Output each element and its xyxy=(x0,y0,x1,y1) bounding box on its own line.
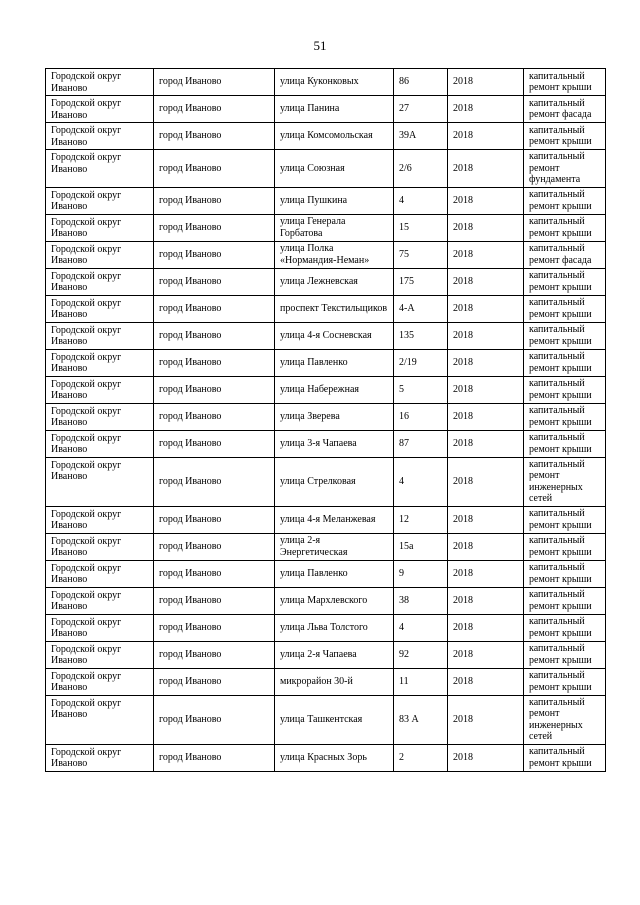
house-number-cell: 2/19 xyxy=(394,349,448,376)
municipality-cell: Городской округ Иваново xyxy=(46,430,154,457)
table-row xyxy=(46,403,606,430)
settlement-cell: город Иваново xyxy=(154,376,275,403)
work-type-cell: капитальный ремонт крыши xyxy=(524,430,606,457)
settlement-cell: город Иваново xyxy=(154,641,275,668)
year-cell: 2018 xyxy=(448,69,524,96)
settlement-cell: город Иваново xyxy=(154,150,275,188)
street-cell: улица Красных Зорь xyxy=(275,744,394,771)
table-row xyxy=(46,69,606,96)
house-number-cell: 4 xyxy=(394,614,448,641)
municipality-cell: Городской округ Иваново xyxy=(46,69,154,96)
street-cell: улица Полка «Нормандия-Неман» xyxy=(275,241,394,268)
work-type-cell: капитальный ремонт крыши xyxy=(524,641,606,668)
work-type-cell: капитальный ремонт крыши xyxy=(524,69,606,96)
year-cell: 2018 xyxy=(448,668,524,695)
table-row xyxy=(46,587,606,614)
year-cell: 2018 xyxy=(448,506,524,533)
municipality-cell: Городской округ Иваново xyxy=(46,614,154,641)
settlement-cell: город Иваново xyxy=(154,214,275,241)
year-cell: 2018 xyxy=(448,349,524,376)
year-cell: 2018 xyxy=(448,614,524,641)
street-cell: улица Мархлевского xyxy=(275,587,394,614)
street-cell: улица Павленко xyxy=(275,349,394,376)
work-type-cell: капитальный ремонт крыши xyxy=(524,533,606,560)
work-type-cell: капитальный ремонт крыши xyxy=(524,214,606,241)
settlement-cell: город Иваново xyxy=(154,668,275,695)
year-cell: 2018 xyxy=(448,533,524,560)
work-type-cell: капитальный ремонт крыши xyxy=(524,506,606,533)
house-number-cell: 2 xyxy=(394,744,448,771)
work-type-cell: капитальный ремонт инженерных сетей xyxy=(524,457,606,506)
work-type-cell: капитальный ремонт крыши xyxy=(524,187,606,214)
table-row xyxy=(46,744,606,771)
settlement-cell: город Иваново xyxy=(154,241,275,268)
street-cell: улица Стрелковая xyxy=(275,457,394,506)
street-cell: проспект Текстильщиков xyxy=(275,295,394,322)
year-cell: 2018 xyxy=(448,744,524,771)
house-number-cell: 39А xyxy=(394,123,448,150)
municipality-cell: Городской округ Иваново xyxy=(46,744,154,771)
work-type-cell: капитальный ремонт фундамента xyxy=(524,150,606,188)
street-cell: улица 4-я Сосневская xyxy=(275,322,394,349)
municipality-cell: Городской округ Иваново xyxy=(46,241,154,268)
table-row xyxy=(46,533,606,560)
year-cell: 2018 xyxy=(448,695,524,744)
house-number-cell: 15 xyxy=(394,214,448,241)
street-cell: улица Комсомольская xyxy=(275,123,394,150)
settlement-cell: город Иваново xyxy=(154,96,275,123)
settlement-cell: город Иваново xyxy=(154,587,275,614)
house-number-cell: 9 xyxy=(394,560,448,587)
table-row xyxy=(46,150,606,188)
work-type-cell: капитальный ремонт крыши xyxy=(524,349,606,376)
work-type-cell: капитальный ремонт фасада xyxy=(524,241,606,268)
street-cell: улица Павленко xyxy=(275,560,394,587)
street-cell: улица Зверева xyxy=(275,403,394,430)
settlement-cell: город Иваново xyxy=(154,457,275,506)
house-number-cell: 83 А xyxy=(394,695,448,744)
settlement-cell: город Иваново xyxy=(154,533,275,560)
year-cell: 2018 xyxy=(448,457,524,506)
municipality-cell: Городской округ Иваново xyxy=(46,457,154,506)
house-number-cell: 11 xyxy=(394,668,448,695)
municipality-cell: Городской округ Иваново xyxy=(46,349,154,376)
settlement-cell: город Иваново xyxy=(154,744,275,771)
work-type-cell: капитальный ремонт крыши xyxy=(524,268,606,295)
street-cell: улица 2-я Чапаева xyxy=(275,641,394,668)
table-row xyxy=(46,641,606,668)
work-type-cell: капитальный ремонт инженерных сетей xyxy=(524,695,606,744)
settlement-cell: город Иваново xyxy=(154,187,275,214)
house-number-cell: 4 xyxy=(394,457,448,506)
municipality-cell: Городской округ Иваново xyxy=(46,214,154,241)
year-cell: 2018 xyxy=(448,587,524,614)
year-cell: 2018 xyxy=(448,403,524,430)
work-type-cell: капитальный ремонт крыши xyxy=(524,587,606,614)
house-number-cell: 2/6 xyxy=(394,150,448,188)
year-cell: 2018 xyxy=(448,241,524,268)
table-row xyxy=(46,241,606,268)
settlement-cell: город Иваново xyxy=(154,695,275,744)
house-number-cell: 5 xyxy=(394,376,448,403)
house-number-cell: 175 xyxy=(394,268,448,295)
house-number-cell: 87 xyxy=(394,430,448,457)
settlement-cell: город Иваново xyxy=(154,123,275,150)
year-cell: 2018 xyxy=(448,295,524,322)
house-number-cell: 75 xyxy=(394,241,448,268)
municipality-cell: Городской округ Иваново xyxy=(46,322,154,349)
municipality-cell: Городской округ Иваново xyxy=(46,695,154,744)
work-type-cell: капитальный ремонт крыши xyxy=(524,295,606,322)
year-cell: 2018 xyxy=(448,430,524,457)
year-cell: 2018 xyxy=(448,150,524,188)
settlement-cell: город Иваново xyxy=(154,614,275,641)
work-type-cell: капитальный ремонт крыши xyxy=(524,744,606,771)
house-number-cell: 16 xyxy=(394,403,448,430)
work-type-cell: капитальный ремонт крыши xyxy=(524,376,606,403)
house-number-cell: 27 xyxy=(394,96,448,123)
work-type-cell: капитальный ремонт крыши xyxy=(524,322,606,349)
year-cell: 2018 xyxy=(448,322,524,349)
work-type-cell: капитальный ремонт крыши xyxy=(524,403,606,430)
settlement-cell: город Иваново xyxy=(154,268,275,295)
year-cell: 2018 xyxy=(448,96,524,123)
municipality-cell: Городской округ Иваново xyxy=(46,506,154,533)
table-row xyxy=(46,430,606,457)
table-row xyxy=(46,268,606,295)
municipality-cell: Городской округ Иваново xyxy=(46,295,154,322)
settlement-cell: город Иваново xyxy=(154,430,275,457)
street-cell: улица Панина xyxy=(275,96,394,123)
municipality-cell: Городской округ Иваново xyxy=(46,668,154,695)
municipality-cell: Городской округ Иваново xyxy=(46,587,154,614)
table-row xyxy=(46,214,606,241)
municipality-cell: Городской округ Иваново xyxy=(46,187,154,214)
settlement-cell: город Иваново xyxy=(154,506,275,533)
year-cell: 2018 xyxy=(448,214,524,241)
municipality-cell: Городской округ Иваново xyxy=(46,403,154,430)
work-type-cell: капитальный ремонт фасада xyxy=(524,96,606,123)
house-number-cell: 135 xyxy=(394,322,448,349)
settlement-cell: город Иваново xyxy=(154,69,275,96)
table-row xyxy=(46,123,606,150)
house-number-cell: 86 xyxy=(394,69,448,96)
year-cell: 2018 xyxy=(448,187,524,214)
table-row xyxy=(46,96,606,123)
house-number-cell: 15а xyxy=(394,533,448,560)
work-type-cell: капитальный ремонт крыши xyxy=(524,614,606,641)
settlement-cell: город Иваново xyxy=(154,560,275,587)
street-cell: улица Льва Толстого xyxy=(275,614,394,641)
house-number-cell: 92 xyxy=(394,641,448,668)
municipality-cell: Городской округ Иваново xyxy=(46,641,154,668)
table-row xyxy=(46,668,606,695)
work-type-cell: капитальный ремонт крыши xyxy=(524,123,606,150)
work-type-cell: капитальный ремонт крыши xyxy=(524,668,606,695)
table-row xyxy=(46,560,606,587)
table-row xyxy=(46,614,606,641)
street-cell: улица Набережная xyxy=(275,376,394,403)
year-cell: 2018 xyxy=(448,560,524,587)
settlement-cell: город Иваново xyxy=(154,322,275,349)
year-cell: 2018 xyxy=(448,268,524,295)
street-cell: улица 3-я Чапаева xyxy=(275,430,394,457)
table-row xyxy=(46,322,606,349)
street-cell: улица Генерала Горбатова xyxy=(275,214,394,241)
municipality-cell: Городской округ Иваново xyxy=(46,123,154,150)
table-row xyxy=(46,349,606,376)
street-cell: улица Пушкина xyxy=(275,187,394,214)
table-row xyxy=(46,457,606,506)
municipality-cell: Городской округ Иваново xyxy=(46,268,154,295)
page-number: 51 xyxy=(313,38,327,53)
street-cell: улица Союзная xyxy=(275,150,394,188)
municipality-cell: Городской округ Иваново xyxy=(46,376,154,403)
street-cell: улица 4-я Меланжевая xyxy=(275,506,394,533)
work-type-cell: капитальный ремонт крыши xyxy=(524,560,606,587)
settlement-cell: город Иваново xyxy=(154,349,275,376)
table-row xyxy=(46,187,606,214)
house-number-cell: 12 xyxy=(394,506,448,533)
house-number-cell: 4-А xyxy=(394,295,448,322)
municipality-cell: Городской округ Иваново xyxy=(46,150,154,188)
settlement-cell: город Иваново xyxy=(154,295,275,322)
table-row xyxy=(46,295,606,322)
table-row xyxy=(46,376,606,403)
municipality-cell: Городской округ Иваново xyxy=(46,96,154,123)
street-cell: улица 2-я Энергетическая xyxy=(275,533,394,560)
table-row xyxy=(46,695,606,744)
year-cell: 2018 xyxy=(448,641,524,668)
municipality-cell: Городской округ Иваново xyxy=(46,533,154,560)
repair-schedule-table xyxy=(45,68,606,772)
street-cell: улица Ташкентская xyxy=(275,695,394,744)
street-cell: улица Лежневская xyxy=(275,268,394,295)
municipality-cell: Городской округ Иваново xyxy=(46,560,154,587)
year-cell: 2018 xyxy=(448,123,524,150)
street-cell: улица Куконковых xyxy=(275,69,394,96)
street-cell: микрорайон 30-й xyxy=(275,668,394,695)
settlement-cell: город Иваново xyxy=(154,403,275,430)
year-cell: 2018 xyxy=(448,376,524,403)
table-row xyxy=(46,506,606,533)
house-number-cell: 4 xyxy=(394,187,448,214)
house-number-cell: 38 xyxy=(394,587,448,614)
